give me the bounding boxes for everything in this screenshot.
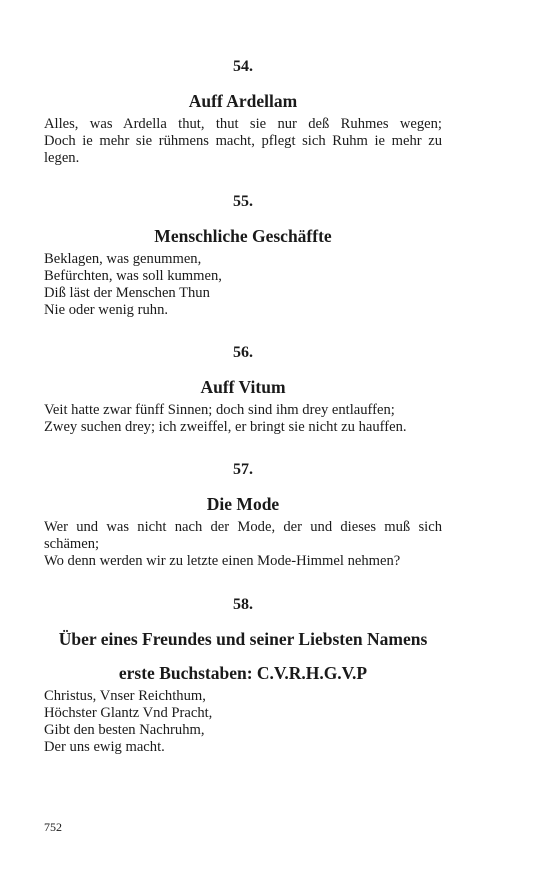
verse-line: Wo denn werden wir zu letzte einen Mode-Himmel nehmen? <box>44 553 401 569</box>
verse-line: Befürchten, was soll kummen, <box>44 268 222 284</box>
epigram-56 <box>44 344 442 436</box>
verse-line: Doch ie mehr sie rühmens macht, pflegt sich Ruhm ie mehr zu <box>44 133 442 149</box>
verse-line: Zwey suchen drey; ich zweiffel, er bringt sie nicht zu hauffen. <box>44 419 407 435</box>
verse-line: Nie oder wenig ruhn. <box>44 302 169 318</box>
epigram-number: 56. <box>233 344 253 361</box>
epigram-title-continued: erste Buchstaben: C.V.R.H.G.V.P <box>118 663 368 683</box>
epigram-body <box>44 116 442 167</box>
page-number: 752 <box>44 820 62 834</box>
epigram-body <box>44 519 442 570</box>
epigram-58 <box>44 596 442 756</box>
epigram-title: Auff Ardellam <box>188 91 298 111</box>
epigram-title: Die Mode <box>206 494 280 514</box>
verse-line: Alles, was Ardella thut, thut sie nur deß Ruhmes wegen; <box>44 116 442 132</box>
epigram-55 <box>44 193 442 319</box>
verse-line: Diß läst der Menschen Thun <box>44 285 210 301</box>
epigram-number: 58. <box>233 596 253 613</box>
epigram-title: Menschliche Geschäffte <box>154 226 332 246</box>
verse-line: Der uns ewig macht. <box>44 739 165 755</box>
epigram-number: 57. <box>233 461 253 478</box>
verse-line: Veit hatte zwar fünff Sinnen; doch sind ihm drey entlauffen; <box>44 402 395 418</box>
verse-line: Höchster Glantz Vnd Pracht, <box>44 705 213 721</box>
epigram-number: 54. <box>233 58 253 75</box>
verse-line: schämen; <box>44 536 100 552</box>
epigram-number: 55. <box>233 193 253 210</box>
verse-line: Wer und was nicht nach der Mode, der und dieses muß sich <box>44 519 442 535</box>
epigram-body <box>44 251 442 319</box>
epigram-title: Über eines Freundes und seiner Liebsten Namens <box>58 629 428 649</box>
epigram-57 <box>44 461 442 570</box>
epigram-body <box>44 688 442 756</box>
verse-line: Gibt den besten Nachruhm, <box>44 722 205 738</box>
verse-line: Christus, Vnser Reichthum, <box>44 688 206 704</box>
verse-line: Beklagen, was genummen, <box>44 251 202 267</box>
verse-line: legen. <box>44 150 80 166</box>
epigram-title: Auff Vitum <box>200 377 286 397</box>
epigram-54 <box>44 58 442 167</box>
epigram-body <box>44 402 442 436</box>
